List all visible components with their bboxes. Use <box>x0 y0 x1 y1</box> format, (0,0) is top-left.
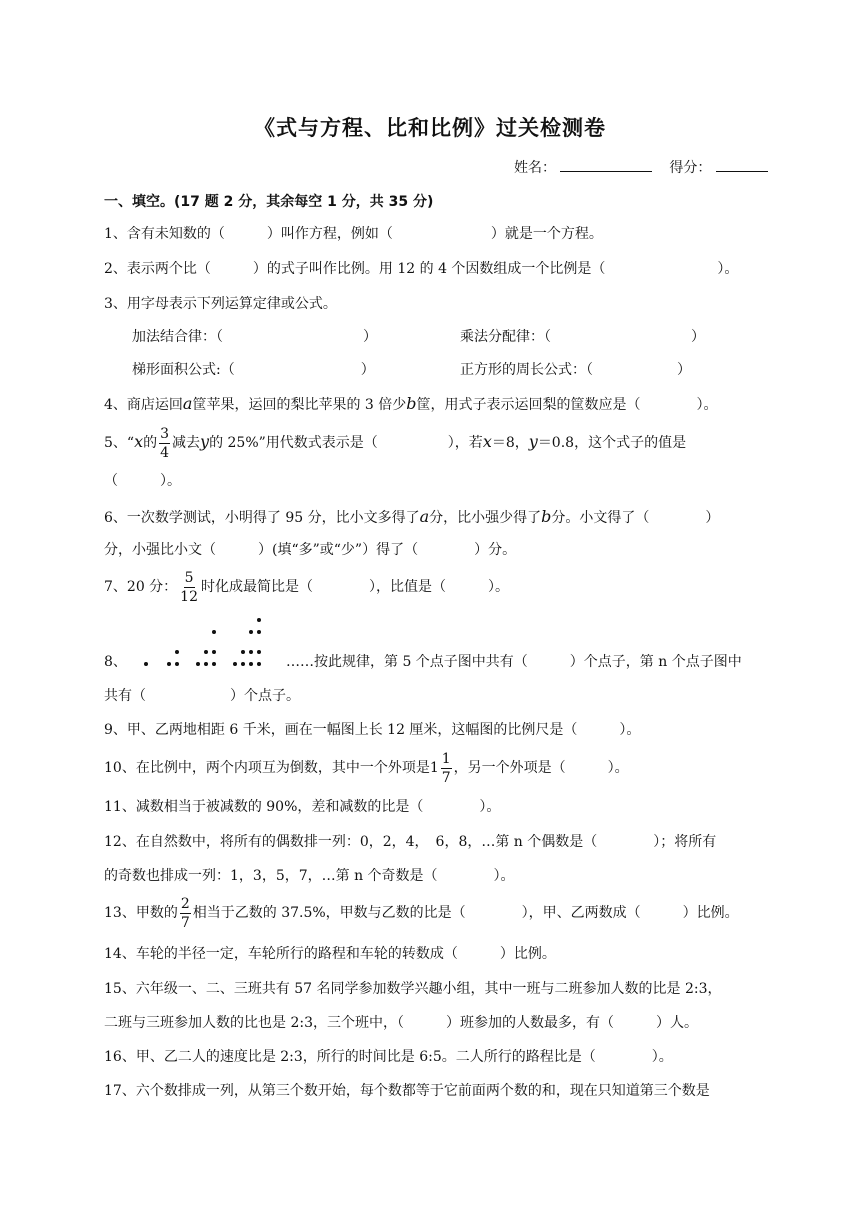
dot <box>212 650 216 654</box>
q7-numerator: 5 <box>184 569 194 586</box>
dot <box>241 650 245 654</box>
question-8-cont: 共有（ ）个点子。 <box>104 688 300 704</box>
dot <box>257 618 261 622</box>
dot <box>175 650 179 654</box>
q5-text-2: 的 <box>143 435 158 451</box>
q10-denominator: 7 <box>441 769 451 786</box>
section-heading-fill-blank: 一、填空。(17 题 2 分，其余每空 1 分，共 35 分) <box>104 194 434 210</box>
dot <box>257 662 261 666</box>
question-4 <box>104 394 718 415</box>
q10-whole: 1 <box>429 760 439 776</box>
dot <box>167 662 171 666</box>
q13-text-2: 相当于乙数的 37.5%，甲数与乙数的比是（ ），甲、乙两数成（ ）比例。 <box>192 905 739 921</box>
question-13 <box>104 894 739 932</box>
q13-fraction <box>180 895 191 932</box>
question-8: ……按此规律，第 5 个点子图中共有（ ）个点子，第 n 个点子图中 <box>286 654 742 670</box>
q6-var-a: a <box>419 507 430 526</box>
question-3c: 梯形面积公式:（ ） <box>132 362 375 378</box>
question-3: 3、用字母表示下列运算定律或公式。 <box>104 296 337 312</box>
q7-text-2: 时化成最简比是（ ），比值是（ ）。 <box>201 579 509 595</box>
q6-text-1: 6、一次数学测试，小明得了 95 分，比小文多得了 <box>104 510 420 526</box>
q6-text-3: 分。小文得了（ ） <box>551 510 720 526</box>
q5-var-y2: y <box>528 432 538 451</box>
dot <box>175 662 179 666</box>
q5-text-3: 减去 <box>172 435 201 451</box>
question-3b: 乘法分配律：（ ） <box>460 329 705 345</box>
q5-var-y: y <box>200 432 210 451</box>
dot <box>233 662 237 666</box>
q13-numerator: 2 <box>180 895 190 912</box>
q4-var-b: b <box>406 394 417 413</box>
question-8-number: 8、 <box>104 654 127 670</box>
q6-text-2: 分，比小强少得了 <box>429 510 542 526</box>
q4-text-3: 筐，用式子表示运回梨的筐数应是（ ）。 <box>416 397 718 413</box>
dot <box>257 650 261 654</box>
q10-fraction <box>441 750 452 787</box>
dot <box>241 662 245 666</box>
score-blank[interactable] <box>716 157 768 172</box>
q5-var-x: x <box>134 432 144 451</box>
q4-text-1: 4、商店运回 <box>104 397 183 413</box>
question-16: 16、甲、乙二人的速度比是 2:3，所行的时间比是 6:5。二人所行的路程比是（ ）。 <box>104 1049 673 1065</box>
score-label: 得分： <box>669 160 712 176</box>
q5-denominator: 4 <box>160 444 170 461</box>
dot <box>249 630 253 634</box>
question-11: 11、减数相当于被减数的 90%，差和减数的比是（ ）。 <box>104 799 501 815</box>
question-15: 15、六年级一、二、三班共有 57 名同学参加数学兴趣小组，其中一班与二班参加人数的比是 2:3， <box>104 981 722 997</box>
q6-var-b: b <box>541 507 552 526</box>
q7-fraction <box>179 569 199 606</box>
question-6-cont: 分，小强比小文（ ）(填“多”或“少”）得了（ ）分。 <box>104 542 517 558</box>
question-12: 12、在自然数中，将所有的偶数排一列：0，2，4， 6，8，…第 n 个偶数是（ ）；将所有 <box>104 834 717 850</box>
question-6 <box>104 507 719 528</box>
question-5-cont: （ ）。 <box>104 473 181 489</box>
question-12-cont: 的奇数也排成一列：1，3，5，7，…第 n 个奇数是（ ）。 <box>104 868 515 884</box>
question-14: 14、车轮的半径一定，车轮所行的路程和车轮的转数成（ ）比例。 <box>104 946 556 962</box>
question-3a: 加法结合律：（ ） <box>132 329 377 345</box>
question-2: 2、表示两个比（ ）的式子叫作比例。用 12 的 4 个因数组成一个比例是（ ）。 <box>104 261 739 277</box>
name-blank[interactable] <box>560 157 652 172</box>
question-15-cont: 二班与三班参加人数的比也是 2:3，三个班中，（ ）班参加的人数最多，有（ ）人。 <box>104 1015 698 1031</box>
dot <box>196 662 200 666</box>
q4-var-a: a <box>182 394 193 413</box>
q13-denominator: 7 <box>180 914 190 931</box>
question-17: 17、六个数排成一列，从第三个数开始，每个数都等于它前面两个数的和，现在只知道第三个数是 <box>104 1083 710 1099</box>
dot <box>212 630 216 634</box>
dot <box>249 650 253 654</box>
dot-pattern-figure <box>140 624 270 670</box>
q5-var-x2: x <box>482 432 492 451</box>
q5-text-6: ＝0.8，这个式子的值是 <box>537 435 687 451</box>
q5-text-1: 5、“ <box>104 435 135 451</box>
dot <box>212 662 216 666</box>
q5-text-5: ＝8， <box>491 435 529 451</box>
q10-text-2: ，另一个外项是（ ）。 <box>453 760 629 776</box>
q13-text-1: 13、甲数的 <box>104 905 178 921</box>
dot <box>249 662 253 666</box>
name-label: 姓名： <box>514 160 556 176</box>
q7-text-1: 7、20 分： <box>104 579 178 595</box>
q5-numerator: 3 <box>160 425 170 442</box>
dot <box>204 662 208 666</box>
dot <box>204 650 208 654</box>
q5-fraction <box>159 425 170 462</box>
question-1: 1、含有未知数的（ ）叫作方程，例如（ ）就是一个方程。 <box>104 226 603 242</box>
question-5 <box>104 424 686 462</box>
student-header <box>514 157 768 178</box>
question-7 <box>104 568 509 606</box>
q4-text-2: 筐苹果，运回的梨比苹果的 3 倍少 <box>192 397 407 413</box>
question-10 <box>104 749 629 787</box>
dot <box>257 630 261 634</box>
q5-text-4: 的 25%”用代数式表示是（ ），若 <box>209 435 483 451</box>
q7-denominator: 12 <box>180 588 198 605</box>
q10-numerator: 1 <box>441 750 451 767</box>
q10-text-1: 10、在比例中，两个内项互为倒数，其中一个外项是 <box>104 760 430 776</box>
question-3d: 正方形的周长公式：（ ） <box>460 362 691 378</box>
page-title: 《式与方程、比和比例》过关检测卷 <box>254 116 606 140</box>
dot <box>144 662 148 666</box>
question-9: 9、甲、乙两地相距 6 千米，画在一幅图上长 12 厘米，这幅图的比例尺是（ ）。 <box>104 722 641 738</box>
